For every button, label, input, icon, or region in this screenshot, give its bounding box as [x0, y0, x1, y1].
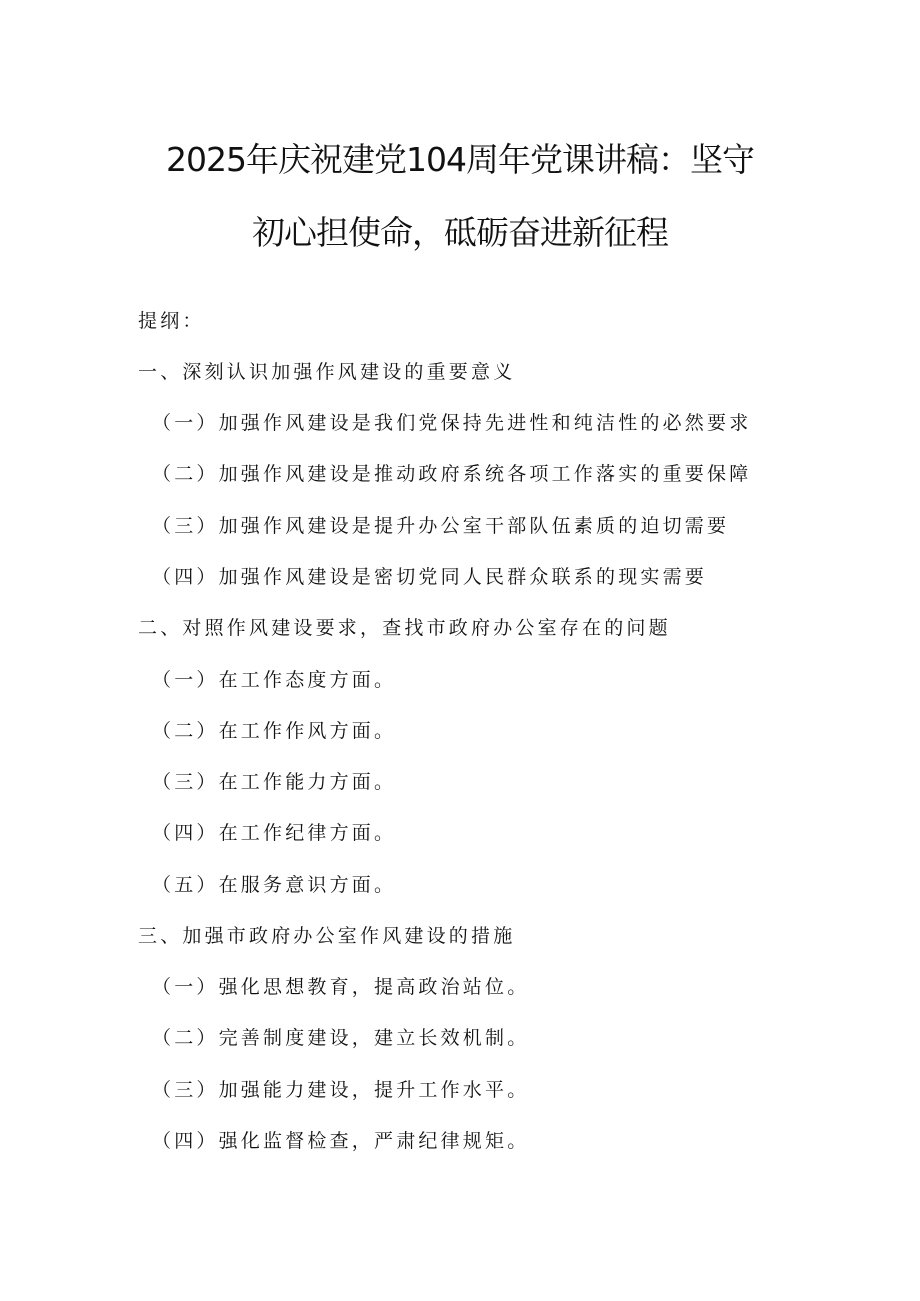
- section-3-item-4: （四）强化监督检查，严肃纪律规矩。: [152, 1130, 530, 1152]
- section-1-item-4: （四）加强作风建设是密切党同人民群众联系的现实需要: [152, 566, 708, 588]
- section-3-item-1: （一）强化思想教育，提高政治站位。: [152, 976, 530, 998]
- section-2-item-2: （二）在工作作风方面。: [152, 720, 397, 742]
- outline-label: 提纲：: [138, 310, 205, 332]
- section-2-item-1: （一）在工作态度方面。: [152, 669, 397, 691]
- section-heading-1: 一、深刻认识加强作风建设的重要意义: [138, 361, 516, 383]
- document-title-line-1: 2025年庆祝建党104周年党课讲稿：坚守: [166, 140, 754, 179]
- section-2-item-5: （五）在服务意识方面。: [152, 874, 397, 896]
- document-title-line-2: 初心担使命，砥砺奋进新征程: [252, 213, 668, 252]
- section-1-item-3: （三）加强作风建设是提升办公室干部队伍素质的迫切需要: [152, 515, 730, 537]
- section-1-item-1: （一）加强作风建设是我们党保持先进性和纯洁性的必然要求: [152, 412, 752, 434]
- section-2-item-3: （三）在工作能力方面。: [152, 771, 397, 793]
- section-3-item-3: （三）加强能力建设，提升工作水平。: [152, 1079, 530, 1101]
- section-2-item-4: （四）在工作纪律方面。: [152, 822, 397, 844]
- section-3-item-2: （二）完善制度建设，建立长效机制。: [152, 1027, 530, 1049]
- section-heading-2: 二、对照作风建设要求，查找市政府办公室存在的问题: [138, 617, 671, 639]
- section-heading-3: 三、加强市政府办公室作风建设的措施: [138, 925, 516, 947]
- section-1-item-2: （二）加强作风建设是推动政府系统各项工作落实的重要保障: [152, 463, 752, 485]
